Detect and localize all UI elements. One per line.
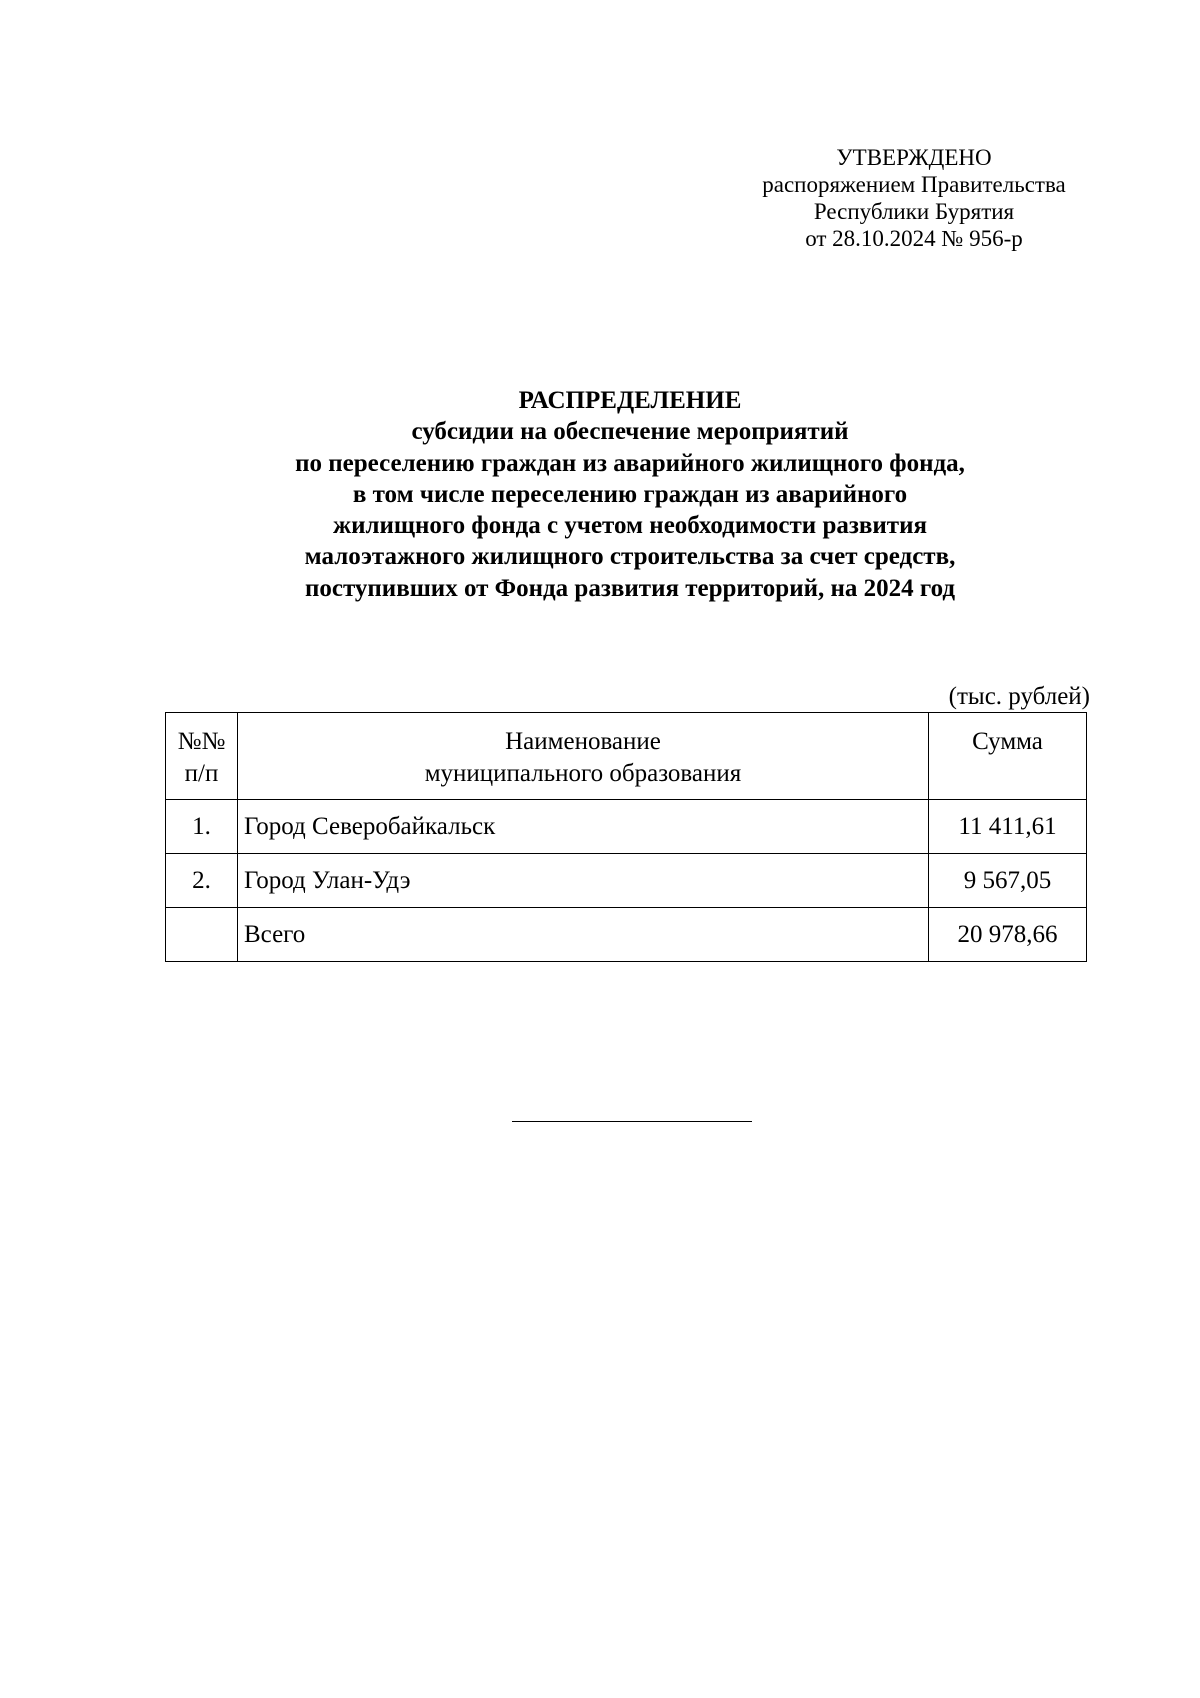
header-municipality: Наименование муниципального образования xyxy=(238,713,929,800)
row-number: 1. xyxy=(166,800,238,854)
row-sum: 11 411,61 xyxy=(929,800,1087,854)
title-line: малоэтажного жилищного строительства за счет средств, xyxy=(304,543,956,571)
distribution-table xyxy=(165,712,1087,962)
title-line: по переселению граждан из аварийного жилищного фонда, xyxy=(295,449,965,477)
table-total-row xyxy=(166,908,1087,962)
header-number: №№ п/п xyxy=(166,713,238,800)
row-total-label: Всего xyxy=(238,908,929,962)
title-line: субсидии на обеспечение мероприятий xyxy=(411,418,849,446)
table-header-row xyxy=(166,713,1087,800)
approval-stamp xyxy=(744,144,1084,252)
approval-authority: распоряжением Правительства xyxy=(762,172,1066,197)
end-divider xyxy=(512,1121,752,1122)
title-line: жилищного фонда с учетом необходимости развития xyxy=(332,512,928,540)
row-total-sum: 20 978,66 xyxy=(929,908,1087,962)
approval-heading: УТВЕРЖДЕНО xyxy=(836,145,992,170)
row-municipality: Город Улан-Удэ xyxy=(238,854,929,908)
row-number: 2. xyxy=(166,854,238,908)
header-sum: Сумма xyxy=(929,713,1087,800)
units-label: (тыс. рублей) xyxy=(948,683,1090,710)
table-row xyxy=(166,854,1087,908)
approval-region: Республики Бурятия xyxy=(813,199,1015,224)
row-municipality: Город Северобайкальск xyxy=(238,800,929,854)
document-title xyxy=(150,385,1110,604)
table-row xyxy=(166,800,1087,854)
approval-date-number: от 28.10.2024 № 956-р xyxy=(805,226,1023,251)
title-line: в том числе переселению граждан из аварийного xyxy=(352,480,908,508)
title-line: поступивших от Фонда развития территорий, на 2024 год xyxy=(304,574,956,602)
title-heading: РАСПРЕДЕЛЕНИЕ xyxy=(518,387,742,414)
row-sum: 9 567,05 xyxy=(929,854,1087,908)
row-number xyxy=(166,908,238,962)
